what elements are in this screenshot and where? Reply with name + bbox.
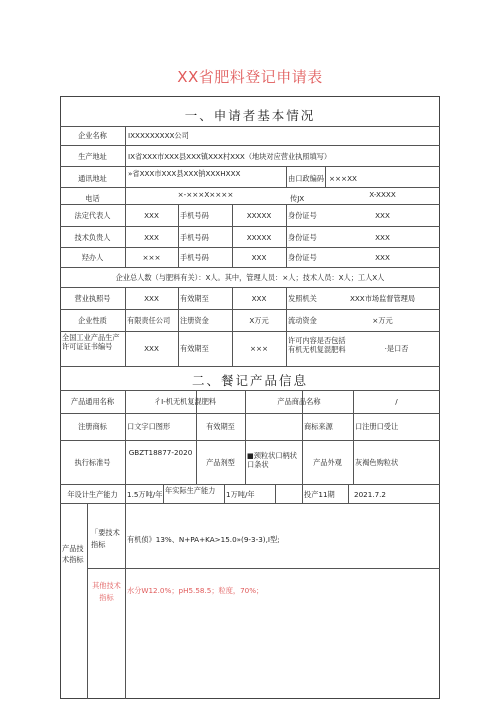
product-generic-name-label: 产品通用名称 <box>70 397 115 406</box>
license-valid-label: 有效期至 <box>180 294 209 303</box>
license-issuer-label: 发照机关 <box>288 294 317 303</box>
production-address-label: 生产地址 <box>78 152 107 161</box>
postal-code-value: ×××XX <box>329 174 357 183</box>
product-brand-name-label: 产品商品名称 <box>277 397 321 406</box>
tech-lead-id-value: XXX <box>375 233 390 242</box>
product-appearance-label: 产品外观 <box>313 458 342 467</box>
legal-rep-id-label: 身份证号 <box>288 211 317 220</box>
product-form-value: ■颈粒状口柄状口条状 <box>247 451 297 469</box>
handler-mobile-value: XXX <box>251 253 267 262</box>
main-indicators-label: 「要技术指标 <box>91 528 120 549</box>
staff-count-text: 企业总人数（与肥料有关）：X人。其中，管理人员：×人；技术人员：X人；工人X人 <box>115 273 385 282</box>
actual-capacity-label: 年实际生产能力 <box>165 486 216 495</box>
permit-scope-value: ·是口否 <box>384 344 409 353</box>
other-indicators-value: 水分W12.0%；pH5.58.5；粒度，70%； <box>127 586 264 595</box>
production-start-label: 投产11期 <box>304 490 335 499</box>
product-brand-name-value: / <box>395 397 398 406</box>
production-permit-label: 全国工业产品生产许可证证书编号 <box>62 333 120 351</box>
legal-rep-label: 法定代表人 <box>74 211 111 220</box>
tech-indicators-label: 产品技术指标 <box>62 544 84 564</box>
working-capital-value: ×万元 <box>372 316 393 325</box>
production-permit-value: XXX <box>144 344 159 353</box>
product-generic-name-value: 彳I-机无机复混肥料 <box>153 397 217 406</box>
section-product-header: 二、餐记产品信息 <box>191 373 308 388</box>
working-capital-label: 流动资金 <box>288 316 317 325</box>
permit-scope-label: 许可内容是否包括有机无机复混肥料 <box>288 336 346 354</box>
handler-id-label: 身份证号 <box>288 253 317 262</box>
tech-lead-id-label: 身份证号 <box>288 233 317 242</box>
postal-code-label: 由口政编码 <box>288 174 324 183</box>
other-indicators-label: 其他技术指标 <box>92 581 121 602</box>
mailing-address-value: »省XXX市XXX县XXX钠XXXHXXX <box>128 169 241 178</box>
fax-value: X-XXXX <box>369 190 396 199</box>
handler-mobile-label: 手机号码 <box>180 253 209 262</box>
legal-rep-mobile-label: 手机号码 <box>180 211 209 220</box>
enterprise-nature-label: 企业性质 <box>78 316 107 325</box>
tech-lead-label: 技术负贵人 <box>74 233 111 242</box>
business-license-value: XXX <box>144 294 159 303</box>
company-name-value: IXXXXXXXXX公司 <box>128 131 189 140</box>
license-valid-value: XXX <box>251 294 267 303</box>
permit-valid-value: ××× <box>249 344 269 353</box>
phone-label: 电话 <box>85 194 100 203</box>
trademark-source-value: 口注册口受让 <box>355 422 399 431</box>
standard-label: 执行标准号 <box>74 458 111 467</box>
trademark-valid-label: 有效期至 <box>206 422 235 431</box>
design-capacity-label: 年设计生产能力 <box>67 490 118 499</box>
production-address-value: IX省XXX市XXX县XXX镇XXX村XXX（地块对应营业执照填写） <box>128 152 332 161</box>
registered-capital-label: 注册资金 <box>180 316 209 325</box>
production-start-value: 2021.7.2 <box>354 490 387 499</box>
legal-rep-mobile-value: XXXXX <box>246 211 272 220</box>
standard-value: GBZT18877-2020 <box>128 448 193 457</box>
tech-lead-value: XXX <box>144 233 159 242</box>
tech-lead-mobile-value: XXXXX <box>246 233 272 242</box>
handler-value: ××× <box>142 253 161 262</box>
fax-label: 传JX <box>290 194 305 203</box>
tech-lead-mobile-label: 手机号码 <box>180 233 209 242</box>
product-appearance-value: 灰褐色购粒状 <box>355 458 399 467</box>
trademark-source-label: 商标来源 <box>304 422 333 431</box>
handler-id-value: XXX <box>375 253 390 262</box>
trademark-label: 注册商标 <box>78 422 107 431</box>
enterprise-nature-value: 有限责任公司 <box>127 316 171 325</box>
mailing-address-label: 通讯地址 <box>78 174 107 183</box>
form-title: XX省肥料登记申请表 <box>177 68 323 86</box>
section-applicant-header: 一、申请者基本情况 <box>184 108 316 123</box>
company-name-label: 企业名称 <box>78 131 107 140</box>
product-form-label: 产品剂型 <box>206 458 235 467</box>
phone-value: ×-×××X×××× <box>177 190 234 199</box>
design-capacity-value: 1.5万吨/年 <box>127 490 163 499</box>
legal-rep-value: XXX <box>144 211 159 220</box>
actual-capacity-value: 1万吨/年 <box>226 490 255 499</box>
legal-rep-id-value: XXX <box>375 211 390 220</box>
business-license-label: 营业执照号 <box>74 294 111 303</box>
permit-valid-label: 有效期至 <box>180 344 209 353</box>
trademark-value: 口文字口图形 <box>127 422 171 431</box>
registered-capital-value: X万元 <box>249 316 269 325</box>
main-indicators-value: 有机侦》13%、N+PA+KA>15.0»(9-3-3),I型; <box>127 535 280 544</box>
handler-label: 羟办人 <box>81 253 104 262</box>
license-issuer-value: XXX市场监督管理局 <box>349 294 416 303</box>
